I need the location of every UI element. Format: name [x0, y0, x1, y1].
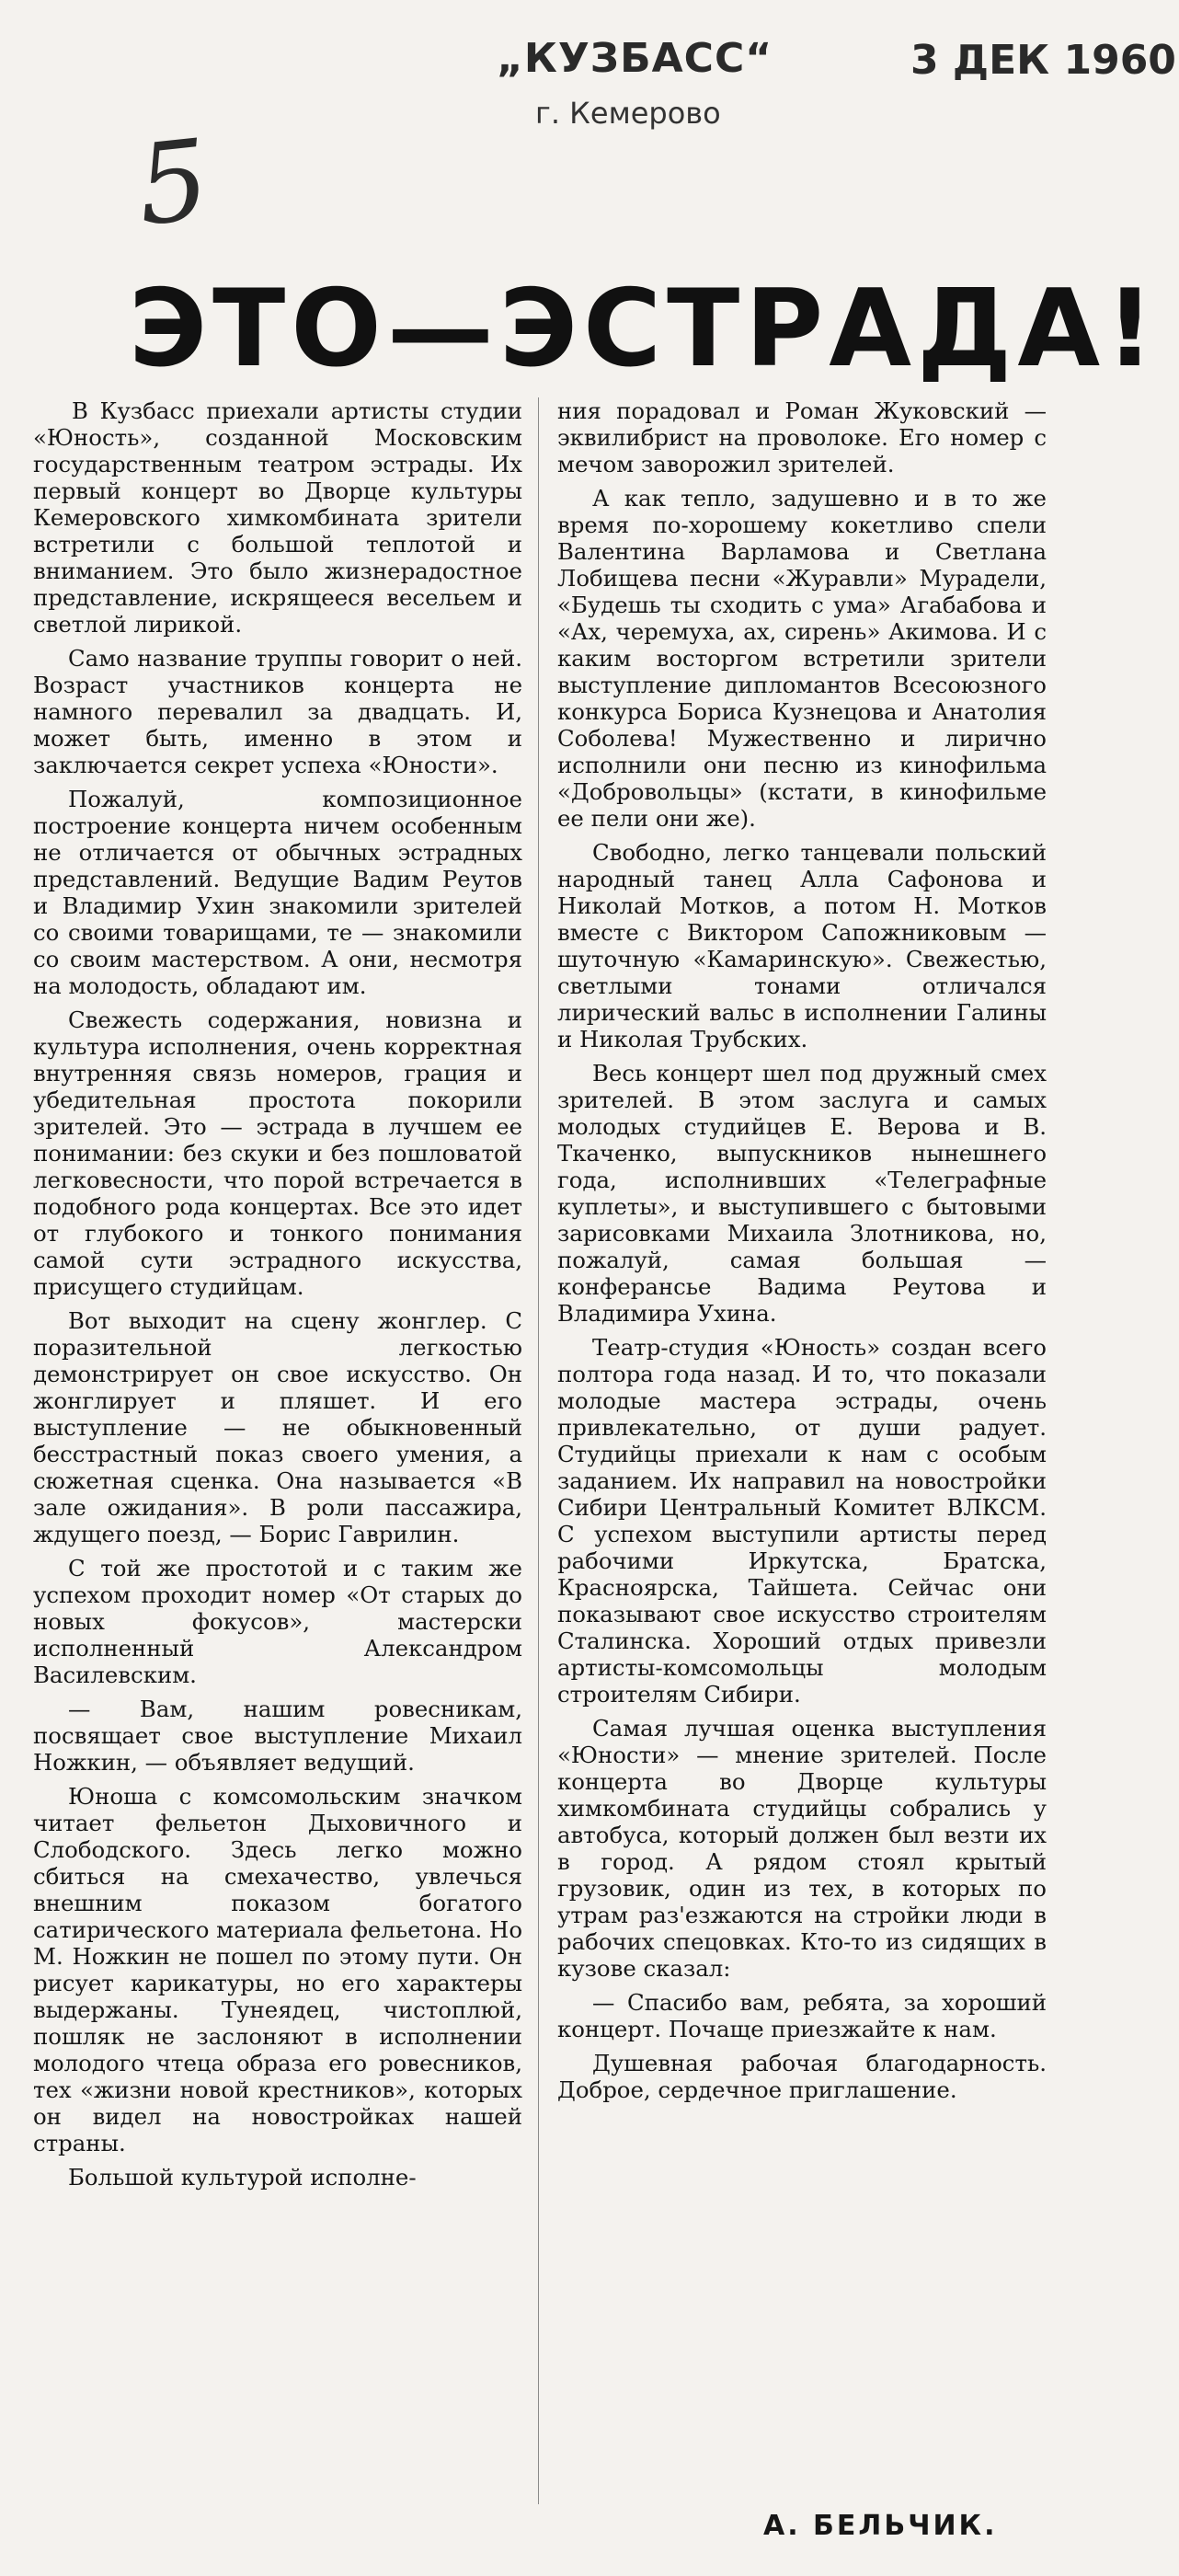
paragraph: А как тепло, задушевно и в то же время по-хорошему кокетливо спели Валентина Варламова и Светлана Лобищева песни «Журавли» Мурадели, «Будешь ты сходить с ума» Агабабова и «Ах, черемуха, ах, сирень» Акимова. И с каким восторгом встретили зрители выступление дипломантов Всесоюзного конкурса Бориса Кузнецова и Анатолия Соболева! Мужественно и лирично исполнили они песню из кинофильма «Добровольцы» (кстати, в кинофильме ее пели они же). — [557, 485, 1047, 832]
paragraph: Большой культурой исполне- — [68, 2164, 417, 2191]
newspaper-stamp: „КУЗБАСС“ — [497, 35, 773, 82]
author-signature: А. БЕЛЬЧИК. — [763, 2510, 998, 2542]
paragraph: С той же простотой и с таким же успехом проходит номер «От старых до новых фокусов», мастерски исполненный Александром Василевским. — [33, 1555, 522, 1688]
paragraph: Весь концерт шел под дружный смех зрителей. В этом заслуга и самых молодых студийцев Е. Верова и В. Ткаченко, выпускников нынешнего года, исполнивших «Телеграфные куплеты», и выступившего с бытовыми зарисовками Михаила Злотникова, но, пожалуй, самая большая — конферансье Вадима Реутова и Владимира Ухина. — [557, 1060, 1047, 1327]
paragraph: Вот выходит на сцену жонглер. С поразительной легкостью демонстрирует он свое искусство. Он жонглирует и пляшет. И его выступление — не обыкновенный бесстрастный показ своего умения, а сюжетная сценка. Она называется «В зале ожидания». В роли пассажира, ждущего поезд, — Борис Гаврилин. — [33, 1307, 522, 1547]
article-column-1 — [33, 397, 522, 2198]
paragraph: Театр-студия «Юность» создан всего полтора года назад. И то, что показали молодые мастера эстрады, очень привлекательно, от души радует. Студийцы приехали к нам с особым заданием. Их направил на новостройки Сибири Центральный Комитет ВЛКСМ. С успехом выступили артисты перед рабочими Иркутска, Братска, Красноярска, Тайшета. Сейчас они показывают свое искусство строителям Сталинска. Хороший отдых привезли артисты-комсомольцы молодым строителям Сибири. — [557, 1334, 1047, 1708]
paragraph: Душевная рабочая благодарность. Доброе, сердечное приглашение. — [557, 2050, 1047, 2103]
date-stamp: 3 ДЕК 1960 — [910, 37, 1176, 84]
city-stamp: г. Кемерово — [535, 96, 721, 131]
paragraph-continuation: ния порадовал и Роман Жуковский — эквилибрист на проволоке. Его номер с мечом заворожил зрителей. — [557, 397, 1047, 477]
handwritten-page-mark: 5 — [131, 116, 215, 251]
paragraph: — Вам, нашим ровесникам, посвящает свое выступление Михаил Ножкин, — объявляет ведущий. — [33, 1696, 522, 1776]
paragraph: Самая лучшая оценка выступления «Юности» — мнение зрителей. После концерта во Дворце культуры химкомбината студийцы собрались у автобуса, который должен был везти их в город. А рядом стоял крытый грузовик, один из тех, в которых по утрам раз'езжаются на стройки люди в рабочих спецовках. Кто-то из сидящих в кузове сказал: — [557, 1715, 1047, 1982]
paragraph: — Спасибо вам, ребята, за хороший концерт. Почаще приезжайте к нам. — [557, 1989, 1047, 2042]
paragraph: Свежесть содержания, новизна и культура исполнения, очень корректная внутренняя связь номеров, грация и убедительная простота покорили зрителей. Это — эстрада в лучшем ее понимании: без скуки и без пошловатой легковесности, что порой встречается в подобного рода концертах. Все это идет от глубокого и тонкого понимания самой сути эстрадного искусства, присущего студийцам. — [33, 1006, 522, 1300]
article-headline: ЭТО—ЭСТРАДА! — [129, 267, 1161, 391]
column-divider — [538, 397, 539, 2504]
paragraph: Юноша с комсомольским значком читает фельетон Дыховичного и Слободского. Здесь легко можно сбиться на смехачество, увлечься внешним показом богатого сатирического материала фельетона. Но М. Ножкин не пошел по этому пути. Он рисует карикатуры, но его характеры выдержаны. Тунеядец, чистоплюй, пошляк не заслоняют в исполнении молодого чтеца образа его ровесников, тех «жизни новой крестников», которых он видел на новостройках нашей страны. — [33, 1783, 522, 2156]
paragraph: В Кузбасс приехали артисты студии «Юность», созданной Московским государственным театром эстрады. Их первый концерт во Дворце культуры Кемеровского химкомбината зрители встретили с большой теплотой и вниманием. Это было жизнерадостное представление, искрящееся весельем и светлой лирикой. — [33, 397, 522, 638]
paragraph: Само название труппы говорит о ней. Возраст участников концерта не намного перевалил за двадцать. И, может быть, именно в этом и заключается секрет успеха «Юности». — [33, 645, 522, 778]
paragraph: Свободно, легко танцевали польский народный танец Алла Сафонова и Николай Мотков, а потом Н. Мотков вместе с Виктором Сапожниковым — шуточную «Камаринскую». Свежестью, светлыми тонами отличался лирический вальс в исполнении Галины и Николая Трубских. — [557, 839, 1047, 1052]
article-column-2 — [557, 397, 1047, 2110]
paragraph: Пожалуй, композиционное построение концерта ничем особенным не отличается от обычных эстрадных представлений. Ведущие Вадим Реутов и Владимир Ухин знакомили зрителей со своими товарищами, те — знакомили со своим мастерством. А они, несмотря на молодость, обладают им. — [33, 786, 522, 999]
